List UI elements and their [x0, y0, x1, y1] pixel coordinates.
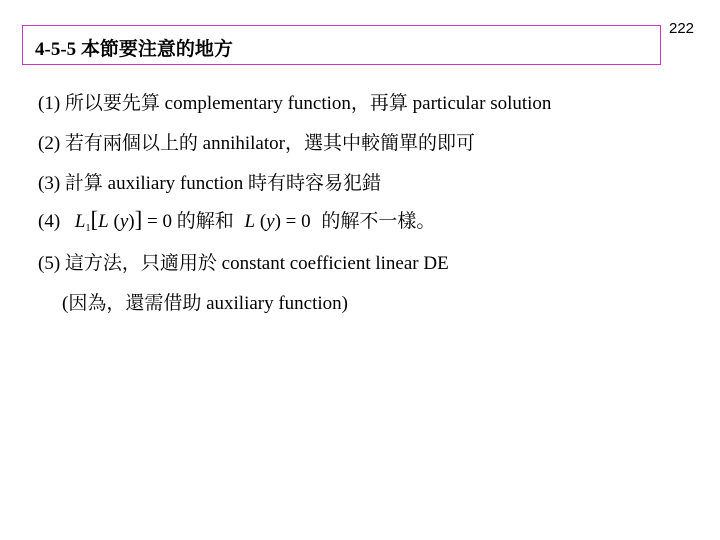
list-item-1: (1) 所以要先算 complementary function，再算 particular solution: [38, 93, 552, 114]
inner-operator-symbol: L: [98, 211, 109, 232]
function-variable: y: [119, 211, 129, 232]
operator-symbol-2: L: [244, 211, 256, 232]
list-item-5: (5) 這方法，只適用於 constant coefficient linear DE: [38, 253, 449, 274]
list-item-4: [38, 206, 435, 234]
operator-subscript: 1: [85, 223, 91, 234]
page-title: 4-5-5 本節要注意的地方: [35, 39, 233, 60]
list-item-2: (2) 若有兩個以上的 annihilator，選其中較簡單的即可: [38, 133, 475, 154]
equation-original: L (y) = 0: [244, 211, 311, 232]
equation-rhs-2: = 0: [285, 211, 311, 232]
list-item-4-number: (4): [38, 211, 61, 232]
equation-annihilated: $L_1[L$ (y)] = 0: [74, 207, 172, 234]
equation-rhs: = 0: [147, 211, 172, 232]
list-item-5-note: (因為，還需借助 auxiliary function): [62, 293, 349, 314]
function-variable-2: y: [266, 211, 275, 232]
conjunction-text: 的解和: [176, 211, 234, 232]
page-number: 222: [669, 20, 695, 37]
list-item-4-tail: 的解不一樣。: [321, 211, 436, 232]
list-item-3: (3) 計算 auxiliary function 時有時容易犯錯: [38, 173, 382, 194]
title-box: [22, 25, 661, 65]
operator-symbol: L: [74, 211, 86, 232]
